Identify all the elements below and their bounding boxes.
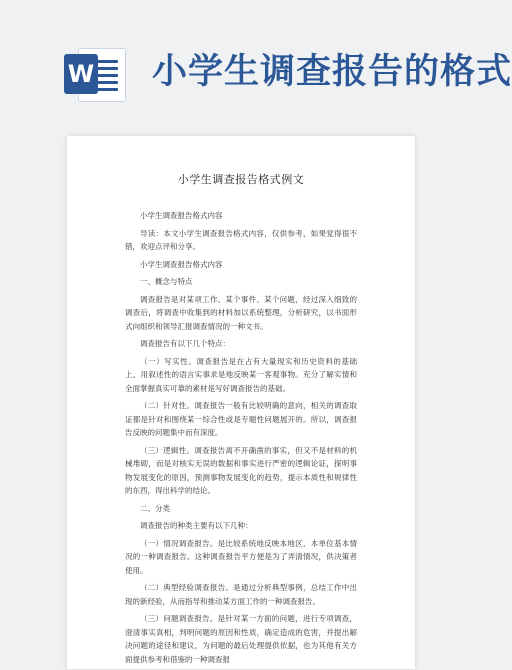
paragraph: （一）写实性。调查报告是在占有大量现实和历史资料的基础上，用叙述性的语言实事求是地反映某一客观事物。充分了解实情和全面掌握真实可靠的素材是写好调查报告的基础。 bbox=[125, 356, 357, 393]
paragraph: （三）问题调查报告。是针对某一方面的问题，进行专项调查，澄清事实真相，判明问题的原因和性质，确定造成的危害，并提出解决问题的途径和建议，为问题的最后处理提供依据，也为其他有关方面提供参考和借鉴的一种调查报 bbox=[125, 614, 357, 664]
document-title: 小学生调查报告格式例文 bbox=[177, 173, 305, 186]
paragraph: 导读：本文小学生调查报告格式内容，仅供参考，如果觉得很不错，欢迎点评和分享。 bbox=[125, 228, 357, 251]
paragraph: （一）情况调查报告。是比较系统地反映本地区、本单位基本情况的一种调查报告。这种调查报告平方便是为了弄清情况，供决策者使用。 bbox=[125, 538, 357, 575]
paragraph: （二）典型经验调查报告。是通过分析典型事例，总结工作中出现的新经验，从而指导和推动某方面工作的一种调查报告。 bbox=[125, 583, 357, 606]
section-heading: 二、分类 bbox=[140, 503, 170, 513]
page-title: 小学生调查报告的格式 bbox=[152, 52, 512, 92]
paragraph: （二）针对性。调查报告一般有比较明确的意向，相关的调查取证都是针对和围绕某一综合性或是专题性问题展开的。所以，调查报告反映的问题集中而有深度。 bbox=[125, 401, 357, 437]
paragraph: 调查报告是对某项工作、某个事件、某个问题，经过深入细致的调查后，将调查中收集到的材料加以系统整理，分析研究，以书面形式向组织和领导汇报调查情况的一种文书。 bbox=[125, 294, 357, 331]
page-header bbox=[0, 0, 512, 112]
word-letter: W bbox=[67, 60, 95, 88]
paragraph: 调查报告的种类主要有以下几种： bbox=[140, 521, 253, 530]
word-icon bbox=[64, 46, 126, 102]
paragraph: 小学生调查报告格式内容 bbox=[140, 211, 223, 220]
document-body bbox=[125, 209, 357, 670]
document-page bbox=[67, 136, 415, 669]
section-heading: 一、概念与特点 bbox=[140, 277, 193, 286]
paragraph: （三）逻辑性。调查报告离不开确凿的事实，但又不是材料的机械堆砌，而是对核实无误的数据和事实进行严密的逻辑论证，探明事物发展变化的原因，预测事物发展变化的趋势，提示本质性和规律性的东西，得出科学的结论。 bbox=[125, 445, 357, 495]
paragraph: 小学生调查报告格式内容 bbox=[140, 259, 223, 269]
paragraph: 调查报告有以下几个特点： bbox=[140, 339, 230, 348]
